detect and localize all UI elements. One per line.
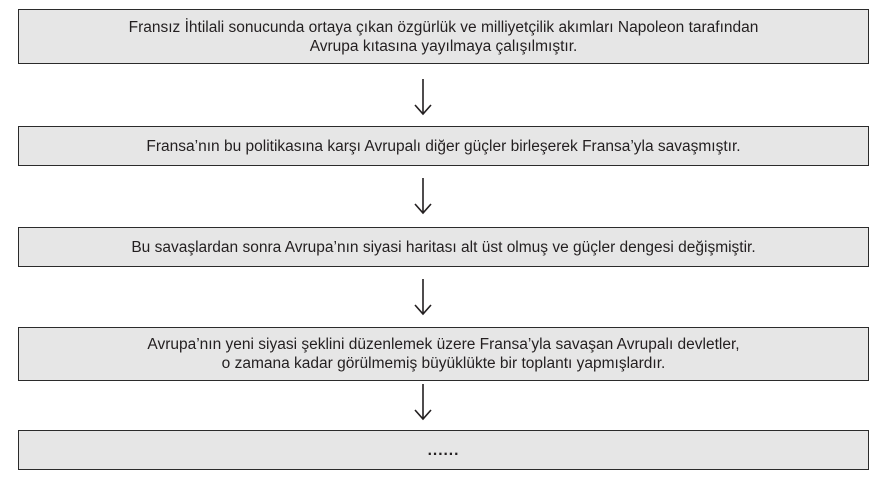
flow-step-3 xyxy=(18,227,869,267)
flow-step-1 xyxy=(18,9,869,64)
down-arrow-icon xyxy=(410,77,436,117)
flow-step-text: Fransız İhtilali sonucunda ortaya çıkan özgürlük ve milliyetçilik akımları Napoleon tarafından Avrupa kıtasına yayılmaya çalışılmıştır. xyxy=(128,18,759,55)
flow-step-text: Fransa’nın bu politikasına karşı Avrupalı diğer güçler birleşerek Fransa’yla savaşmıştır. xyxy=(146,137,741,155)
down-arrow-icon xyxy=(410,277,436,317)
flow-step-4 xyxy=(18,327,869,381)
flow-step-5-blank xyxy=(18,430,869,470)
flow-step-text: Avrupa’nın yeni siyasi şeklini düzenlemek üzere Fransa’yla savaşan Avrupalı devletler, o zamana kadar görülmemiş büyüklükte bir toplantı yapmışlardır. xyxy=(147,336,740,372)
down-arrow-icon xyxy=(410,176,436,216)
flow-step-placeholder: ...... xyxy=(427,441,460,459)
flow-step-2 xyxy=(18,126,869,166)
down-arrow-icon xyxy=(410,382,436,422)
flow-step-text: Bu savaşlardan sonra Avrupa’nın siyasi haritası alt üst olmuş ve güçler dengesi değişmiştir. xyxy=(131,238,756,256)
